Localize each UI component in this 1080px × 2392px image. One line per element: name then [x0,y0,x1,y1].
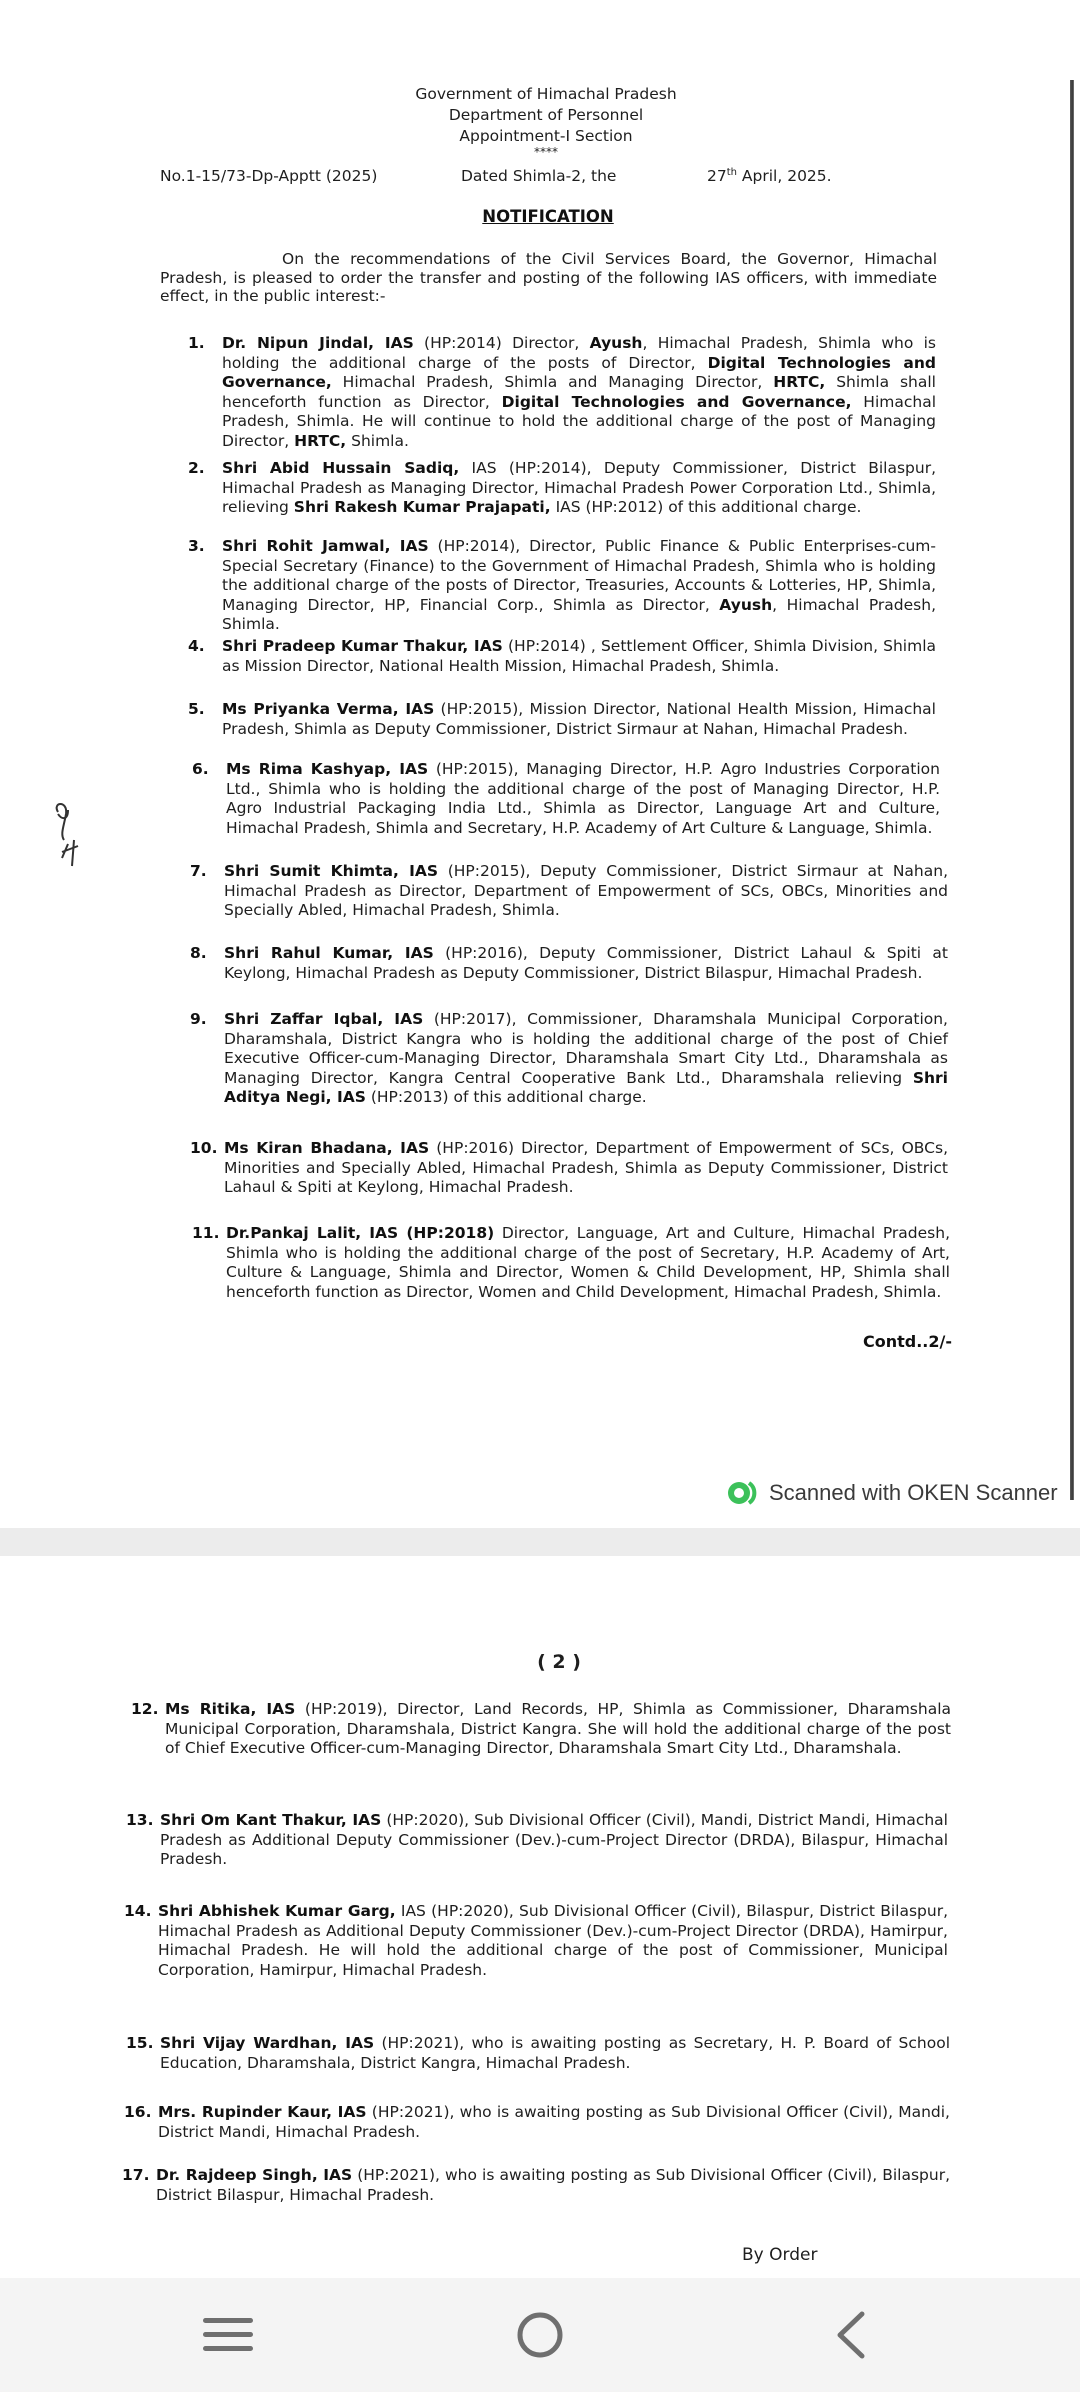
scanner-watermark [725,1478,1058,1508]
order-text: (HP:2014) Director, Ayush, Himachal Pradesh, Shimla who is holding the additional charge of the posts of Director, Digital Technologies and Governance, Himachal Pradesh, Shimla and Managing Director, HRTC, Shimla shall henceforth function as Director, Digital Technologies and Governance, Himachal Pradesh, Shimla. He will continue to hold the additional charge of the post of Managing Director, HRTC, Shimla. [222,334,936,450]
officer-name: Shri Rahul Kumar, IAS [224,944,434,962]
recents-button[interactable] [168,2278,288,2392]
item-number: 17. [122,2166,150,2184]
page-edge-shadow [1070,80,1074,1500]
transfer-order-item [188,537,936,635]
officer-name: Ms Ritika, IAS [165,1700,296,1718]
intro-paragraph: On the recommendations of the Civil Services Board, the Governor, Himachal Pradesh, is pleased to order the transfer and posting of the following IAS officers, with immediate effect, in the public interest:- [160,250,937,306]
order-text: IAS (HP:2020), Sub Divisional Officer (Civil), Bilaspur, District Bilaspur, Himachal Pradesh as Additional Deputy Commissioner (Dev.)-cum-Project Director (DRDA), Hamirpur, Himachal Pradesh. He will hold the additional charge of the post of Commissioner, Municipal Corporation, Hamirpur, Himachal Pradesh. [158,1902,948,1979]
transfer-order-item [190,1010,948,1108]
officer-name: Ms Priyanka Verma, IAS [222,700,435,718]
back-button[interactable] [790,2278,910,2392]
order-text: IAS (HP:2014), Deputy Commissioner, District Bilaspur, Himachal Pradesh as Managing Director, Himachal Pradesh Power Corporation Ltd., Shimla, relieving Shri Rakesh Kumar Prajapati, IAS (HP:2012) of this additional charge. [222,459,936,516]
transfer-order-item [124,2103,950,2142]
officer-name: Dr.Pankaj Lalit, IAS (HP:2018) [226,1224,495,1242]
transfer-order-item [190,862,948,921]
order-text: (HP:2014) , Settlement Officer, Shimla Division, Shimla as Mission Director, National Health Mission, Himachal Pradesh, Shimla. [222,637,936,675]
handwritten-initials [48,800,98,870]
continued-note: Contd..2/- [863,1332,952,1351]
order-text: (HP:2021), who is awaiting posting as Sub Divisional Officer (Civil), Mandi, District Mandi, Himachal Pradesh. [158,2103,950,2141]
order-text: (HP:2014), Director, Public Finance & Public Enterprises-cum-Special Secretary (Finance) to the Government of Himachal Pradesh, Shimla who is holding the additional charge of the posts of Director, Treasuries, Accounts & Lotteries, HP, Shimla, Managing Director, HP, Financial Corp., Shimla as Director, Ayush, Himachal Pradesh, Shimla. [222,537,936,633]
item-number: 13. [126,1811,154,1829]
transfer-order-item [126,2034,950,2073]
item-number: 14. [124,1902,152,1920]
transfer-order-item [188,459,936,518]
recents-icon [202,2314,254,2356]
order-text: (HP:2020), Sub Divisional Officer (Civil), Mandi, District Mandi, Himachal Pradesh as Additional Deputy Commissioner (Dev.)-cum-Project Director (DRDA), Bilaspur, Himachal Pradesh. [160,1811,948,1868]
dated-label: Dated Shimla-2, the [461,167,617,185]
page-number: ( 2 ) [537,1651,581,1673]
transfer-order-item [190,944,948,983]
order-text: (HP:2016) Director, Department of Empowerment of SCs, OBCs, Minorities and Specially Abled, Himachal Pradesh, Shimla as Deputy Commissioner, District Lahaul & Spiti at Keylong, Himachal Pradesh. [224,1139,948,1196]
notification-title: NOTIFICATION [482,207,614,226]
reference-number: No.1-15/73-Dp-Apptt (2025) [160,167,378,185]
transfer-order-item [192,760,940,838]
page-separator [0,1528,1080,1556]
officer-name: Shri Zaffar Iqbal, IAS [224,1010,424,1028]
item-number: 16. [124,2103,152,2121]
officer-name: Mrs. Rupinder Kaur, IAS [158,2103,367,2121]
item-number: 11. [192,1224,220,1242]
order-text: (HP:2015), Managing Director, H.P. Agro Industries Corporation Ltd., Shimla who is holding the additional charge of the post of Managing Director, H.P. Agro Industrial Packaging India Ltd., Shimla as Director, Language Art and Culture, Himachal Pradesh, Shimla and Secretary, H.P. Academy of Art Culture & Language, Shimla. [226,760,940,837]
order-text: (HP:2015), Mission Director, National Health Mission, Himachal Pradesh, Shimla as Deputy Commissioner, District Sirmaur at Nahan, Himachal Pradesh. [222,700,936,738]
home-button[interactable] [480,2278,600,2392]
item-number: 10. [190,1139,218,1157]
department-line: Department of Personnel [448,106,644,124]
officer-name: Shri Vijay Wardhan, IAS [160,2034,375,2052]
order-text: (HP:2021), who is awaiting posting as Secretary, H. P. Board of School Education, Dharamshala, District Kangra, Himachal Pradesh. [160,2034,950,2072]
by-order: By Order [742,2245,818,2265]
transfer-order-item [188,700,936,739]
item-number: 7. [190,862,207,880]
item-number: 9. [190,1010,207,1028]
oken-logo-icon [725,1478,761,1508]
home-icon [515,2310,565,2360]
item-number: 15. [126,2034,154,2052]
item-number: 8. [190,944,207,962]
item-number: 2. [188,459,205,477]
order-text: (HP:2015), Deputy Commissioner, District Sirmaur at Nahan, Himachal Pradesh as Director, Department of Empowerment of SCs, OBCs, Minorities and Specially Abled, Himachal Pradesh, Shimla. [224,862,948,919]
transfer-order-item [188,334,936,451]
scanner-label: Scanned with OKEN Scanner [769,1480,1058,1505]
transfer-order-item [126,1811,948,1870]
item-number: 12. [131,1700,159,1718]
government-line: Government of Himachal Pradesh [415,85,677,103]
officer-name: Shri Sumit Khimta, IAS [224,862,438,880]
officer-name: Shri Abid Hussain Sadiq, [222,459,460,477]
item-number: 5. [188,700,205,718]
officer-name: Ms Kiran Bhadana, IAS [224,1139,430,1157]
order-text: (HP:2016), Deputy Commissioner, District Lahaul & Spiti at Keylong, Himachal Pradesh as Deputy Commissioner, District Bilaspur, Himachal Pradesh. [224,944,948,982]
officer-name: Ms Rima Kashyap, IAS [226,760,429,778]
officer-name: Dr. Rajdeep Singh, IAS [156,2166,353,2184]
officer-name: Shri Rohit Jamwal, IAS [222,537,429,555]
transfer-order-item [122,2166,950,2205]
transfer-order-item [131,1700,951,1759]
officer-name: Shri Pradeep Kumar Thakur, IAS [222,637,503,655]
order-text: Director, Language, Art and Culture, Himachal Pradesh, Shimla who is holding the additional charge of the post of Secretary, H.P. Academy of Art, Culture & Language, Shimla and Director, Women & Child Development, HP, Shimla shall henceforth function as Director, Women and Child Development, Himachal Pradesh, Shimla. [226,1224,950,1301]
item-number: 3. [188,537,205,555]
order-text: (HP:2017), Commissioner, Dharamshala Municipal Corporation, Dharamshala, District Kangra who is holding the additional charge of the post of Chief Executive Officer-cum-Managing Director, Dharamshala Smart City Ltd., Dharamshala as Managing Director, Kangra Central Cooperative Bank Ltd., Dharamshala relieving Shri Aditya Negi, IAS (HP:2013) of this additional charge. [224,1010,948,1106]
android-navigation-bar [0,2278,1080,2392]
item-number: 6. [192,760,209,778]
item-number: 1. [188,334,205,352]
back-icon [830,2310,870,2360]
order-text: (HP:2021), who is awaiting posting as Sub Divisional Officer (Civil), Bilaspur, District Bilaspur, Himachal Pradesh. [156,2166,950,2204]
notification-date: 27th April, 2025. [707,167,832,186]
officer-name: Shri Abhishek Kumar Garg, [158,1902,396,1920]
stars: **** [534,145,558,159]
transfer-order-item [188,637,936,676]
transfer-order-item [192,1224,950,1302]
transfer-order-item [124,1902,948,1980]
officer-name: Dr. Nipun Jindal, IAS [222,334,414,352]
transfer-order-item [190,1139,948,1198]
officer-name: Shri Om Kant Thakur, IAS [160,1811,382,1829]
section-line: Appointment-I Section [459,127,633,145]
order-text: (HP:2019), Director, Land Records, HP, Shimla as Commissioner, Dharamshala Municipal Corporation, Dharamshala, District Kangra. She will hold the additional charge of the post of Chief Executive Officer-cum-Managing Director, Dharamshala Smart City Ltd., Dharamshala. [165,1700,951,1757]
item-number: 4. [188,637,205,655]
